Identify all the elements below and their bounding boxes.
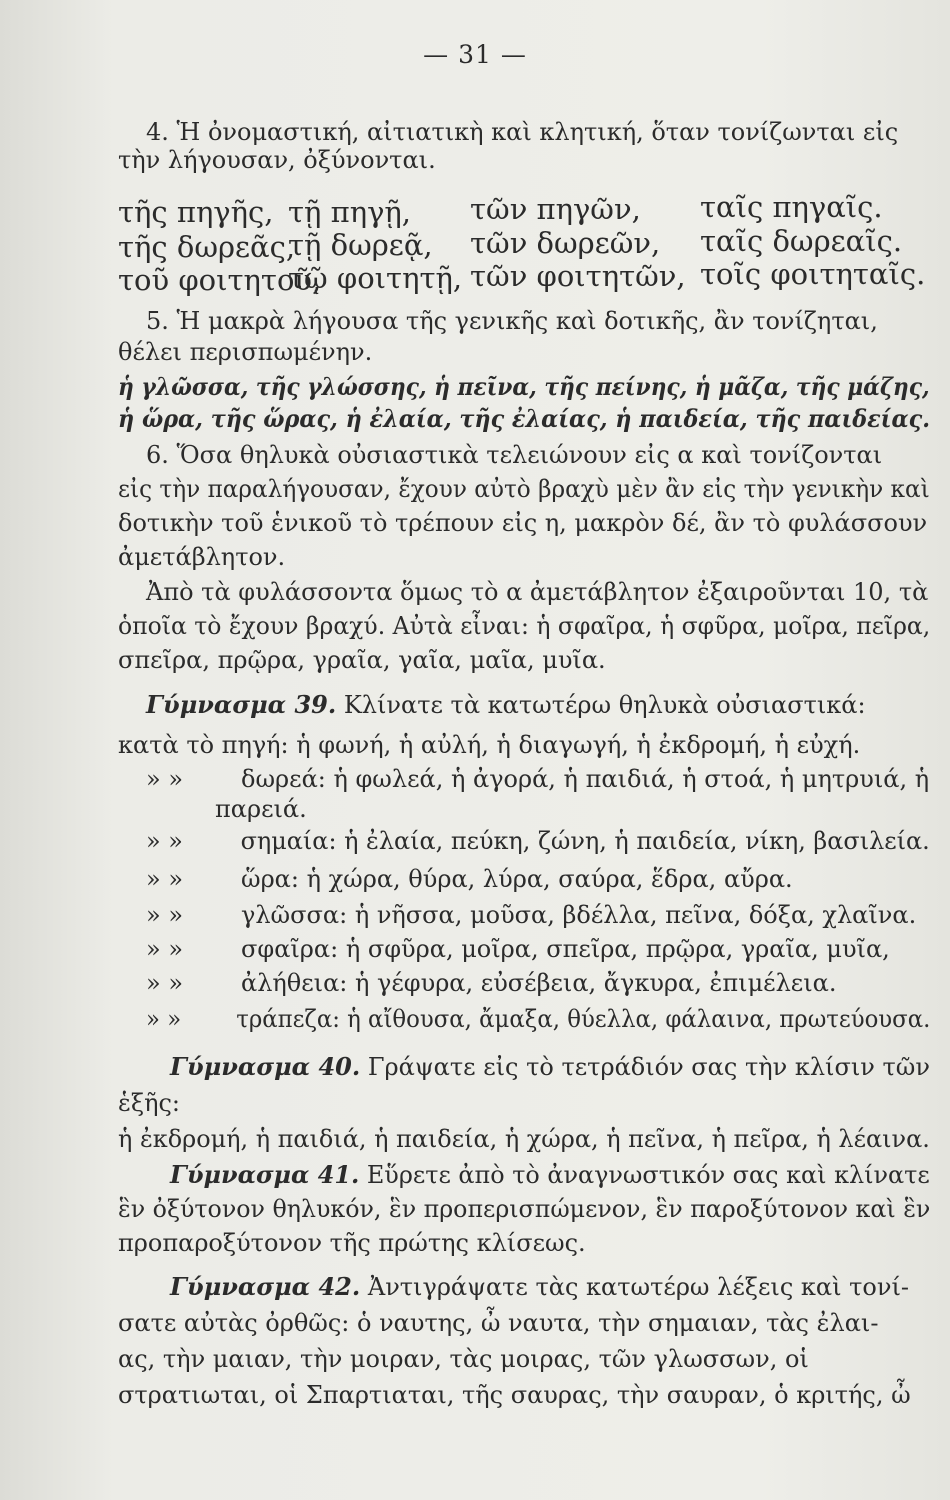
exercise-39-row [146,864,793,894]
rule4-line1: 4. Ἡ ὀνομαστική, αἰτιατικὴ καὶ κλητική, ὅταν τονίζωνται εἰς [146,118,899,146]
exercise-40-words: ἡ ἐκδρομή, ἡ παιδιά, ἡ παιδεία, ἡ χώρα, ἡ πεῖνα, ἡ πεῖρα, ἡ λέαινα. [118,1125,930,1153]
table-cell: τοῖς φοιτηταῖς. [700,257,926,291]
rule5-line2: θέλει περισπωμένην. [118,338,373,366]
row-text: γλῶσσα: ἡ νῆσσα, μοῦσα, βδέλλα, πεῖνα, δόξα, χλαῖνα. [241,901,917,929]
exercise-42-line4: στρατιωται, οἱ Σπαρτιαται, τῆς σαυρας, τὴν σαυραν, ὁ κριτής, ὦ [118,1381,911,1409]
ditto-mark: » » [146,865,183,893]
exercise-39-row [146,934,890,964]
exercise-39-instruction: Κλίνατε τὰ κατωτέρω θηλυκὰ οὐσιαστικά: [343,691,866,719]
page-number: — 31 — [423,40,527,69]
exercise-41-line2: ἓν ὀξύτονον θηλυκόν, ἓν προπερισπώμενον, ἓν παροξύτονον καὶ ἓν [118,1195,931,1223]
exercise-40-heading [170,1052,930,1082]
exercise-39-row [146,764,929,794]
ditto-mark: » » [146,765,183,793]
rule5-line1: 5. Ἡ μακρὰ λήγουσα τῆς γενικῆς καὶ δοτικῆς, ἂν τονίζηται, [146,307,878,335]
exercise-42-line3: ας, τὴν μαιαν, τὴν μοιραν, τὰς μοιρας, τῶν γλωσσων, οἱ [118,1345,809,1373]
exercise-41-heading [170,1160,930,1190]
table-cell: τοῦ φοιτητοῦ, [118,263,322,297]
exercise-41-instruction: Εὕρετε ἀπὸ τὸ ἀναγνωστικόν σας καὶ κλίνατε [366,1161,930,1189]
rule5-example2: ἡ ὥρα, τῆς ὥρας, ἡ ἐλαία, τῆς ἐλαίας, ἡ παιδεία, τῆς παιδείας. [118,404,930,433]
exercise-39-title: Γύμνασμα 39. [146,690,337,719]
ditto-mark: » » [146,969,183,997]
rule6-line2: εἰς τὴν παραλήγουσαν, ἔχουν αὐτὸ βραχὺ μὲν ἂν εἰς τὴν γενικὴν καὶ [118,475,930,503]
table-cell: τῶν δωρεῶν, [470,226,661,260]
table-cell: ταῖς πηγαῖς. [700,190,883,224]
row-text: ὥρα: ἡ χώρα, θύρα, λύρα, σαύρα, ἕδρα, αὔρα. [241,865,793,893]
rule5-example1: ἡ γλῶσσα, τῆς γλώσσης, ἡ πεῖνα, τῆς πείνης, ἡ μᾶζα, τῆς μάζης, [118,372,930,401]
ditto-mark: » » [146,827,183,855]
exercise-40-instruction: Γράψατε εἰς τὸ τετράδιόν σας τὴν κλίσιν τῶν [367,1053,930,1081]
exercise-41-title: Γύμνασμα 41. [170,1160,360,1189]
exercise-40-title: Γύμνασμα 40. [170,1052,361,1081]
rule6-line4: ἀμετάβλητον. [118,543,286,571]
exercise-39-row [146,900,916,930]
table-cell: τῶν πηγῶν, [470,192,641,226]
rule6-line7: σπεῖρα, πρῷρα, γραῖα, γαῖα, μαῖα, μυῖα. [118,646,606,674]
table-cell: τῇ δωρεᾷ, [288,228,433,262]
exercise-42-line2: σατε αὐτὰς ὀρθῶς: ὁ ναυτης, ὦ ναυτα, τὴν σημαιαν, τὰς ἐλαι- [118,1309,879,1337]
row-text: ἀλήθεια: ἡ γέφυρα, εὐσέβεια, ἄγκυρα, ἐπιμέλεια. [241,969,837,997]
exercise-39-row [146,1004,930,1034]
exercise-39-heading [146,690,866,720]
rule4-line2: τὴν λήγουσαν, ὀξύνονται. [118,146,436,174]
ditto-mark: » » [146,1005,182,1033]
exercise-41-line3: προπαροξύτονον τῆς πρώτης κλίσεως. [118,1229,586,1257]
rule6-line3: δοτικὴν τοῦ ἑνικοῦ τὸ τρέπουν εἰς η, μακρὸν δέ, ἂν τὸ φυλάσσουν [118,509,928,537]
row-text: σημαία: ἡ ἐλαία, πεύκη, ζώνη, ἡ παιδεία, νίκη, βασιλεία. [240,827,930,855]
exercise-42-instruction: Ἀντιγράψατε τὰς κατωτέρω λέξεις καὶ τονί- [367,1273,909,1301]
exercise-40-line2: ἑξῆς: [118,1089,181,1117]
table-cell: τῆς πηγῆς, [118,195,274,229]
exercise-39-pattern: κατὰ τὸ πηγή: ἡ φωνή, ἡ αὐλή, ἡ διαγωγή, ἡ ἐκδρομή, ἡ εὐχή. [118,731,861,759]
table-cell: τῇ πηγῇ, [288,195,411,229]
exercise-42-heading [170,1272,909,1302]
exercise-39-row [146,968,837,998]
table-cell: τῆς δωρεᾶς, [118,230,296,264]
table-cell: τῷ φοιτητῇ, [288,261,463,295]
row-text: τράπεζα: ἡ αἴθουσα, ἄμαξα, θύελλα, φάλαινα, πρωτεύουσα. [236,1005,931,1033]
table-cell: τῶν φοιτητῶν, [470,259,686,293]
rule6-line5: Ἀπὸ τὰ φυλάσσοντα ὅμως τὸ α ἀμετάβλητον ἐξαιροῦνται 10, τὰ [146,578,929,606]
row-text: σφαῖρα: ἡ σφῦρα, μοῖρα, σπεῖρα, πρῷρα, γραῖα, μυῖα, [241,935,890,963]
ditto-mark: » » [146,901,183,929]
rule6-line1: 6. Ὅσα θηλυκὰ οὐσιαστικὰ τελειώνουν εἰς α καὶ τονίζονται [146,441,883,469]
exercise-39-continuation: παρειά. [215,795,307,823]
table-cell: ταῖς δωρεαῖς. [700,224,903,258]
rule6-line6: ὁποῖα τὸ ἔχουν βραχύ. Αὐτὰ εἶναι: ἡ σφαῖρα, ἡ σφῦρα, μοῖρα, πεῖρα, [118,612,931,640]
ditto-mark: » » [146,935,183,963]
exercise-42-title: Γύμνασμα 42. [170,1272,361,1301]
row-text: δωρεά: ἡ φωλεά, ἡ ἀγορά, ἡ παιδιά, ἡ στοά, ἡ μητρυιά, ἡ [241,765,930,793]
exercise-39-row [146,826,930,856]
